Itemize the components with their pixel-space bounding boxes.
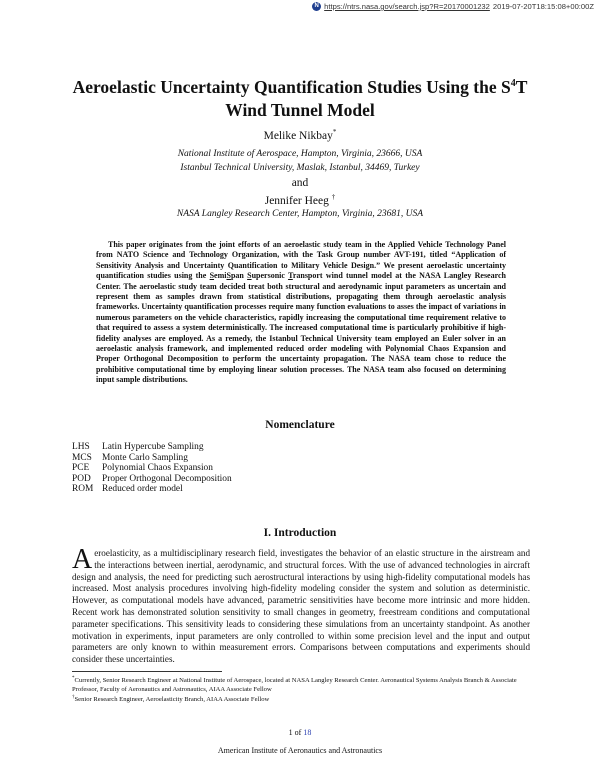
abstract-underline-span: S <box>226 271 231 281</box>
nomenclature-abbr: LHS <box>72 442 90 452</box>
author-first-affil2: Istanbul Technical University, Maslak, Istanbul, 34469, Turkey <box>180 163 420 173</box>
author-first-mark: * <box>332 128 337 136</box>
paper-title <box>40 72 560 122</box>
abstract-text-end: ransport wind tunnel model at the NASA Langley Research Center. The aeroelastic study team decided treat both structural and aerodynamic input parameters as uncertain and represent them as samples drawn from statistical distributions, propagating them through aeroelastic analysis frameworks. Uncertainty quantification processes require many function evaluations to asses the impact of variations in numerous parameters on the vehicle characteristics, rapidly increasing the computational time requirement relative to that required to assess a system deterministically. The increased computational time is particularly prohibitive if high-fidelity analyses are employed. As a remedy, the Istanbul Technical University team employed an Euler solver in an aeroelastic analysis framework, and implemented reduced order modeling with Polynomial Chaos Expansion and Proper Orthogonal Decomposition to perform the uncertainty propagation. The NASA team chose to reduce the prohibitive computational time by employing linear solution processes. The NASA team also focused on determining input sample distributions. <box>96 271 507 385</box>
introduction-heading: I. Introduction <box>263 527 337 539</box>
page-total-link[interactable]: 18 <box>303 728 312 737</box>
page-of: of <box>294 728 302 737</box>
author-and: and <box>291 177 309 189</box>
page-footer: American Institute of Aeronautics and Astronautics <box>217 746 383 755</box>
nomenclature-item <box>72 484 232 495</box>
abstract-underline-semi: S <box>209 271 215 281</box>
introduction-body <box>72 544 530 666</box>
title-superscript: 4 <box>510 78 516 89</box>
page-number <box>0 728 600 737</box>
footnote-divider <box>72 671 222 672</box>
footnote-second <box>72 694 530 705</box>
author-first-name: Melike Nikbay <box>263 129 333 142</box>
footnote-second-mark: † <box>72 695 75 701</box>
nomenclature-item <box>72 442 232 453</box>
abstract-text-start: This paper originates from the joint efforts of an aeroelastic study team in the Applied Vehicle Technology Panel from NATO Science and Technology Organization, with the Task Group number AVT-191, titled “Application of Sensitivity Analysis and Uncertainty Quantification to Military Vehicle Design.” We present aeroelastic uncertainty quantification studies using the <box>96 240 506 281</box>
abstract-underline-super: S <box>247 271 252 281</box>
footnotes <box>72 675 530 705</box>
nomenclature-list <box>72 442 232 495</box>
nomenclature-item <box>72 474 232 485</box>
abstract <box>96 240 506 386</box>
ntrs-logo-icon: N <box>312 2 321 11</box>
author-second <box>0 193 600 207</box>
nomenclature-abbr: POD <box>72 473 91 484</box>
author-second-affil: NASA Langley Research Center, Hampton, Virginia, 23681, USA <box>176 209 424 219</box>
nomenclature-item <box>72 453 232 464</box>
footnote-second-text: Senior Research Engineer, Aeroelasticity Branch, AIAA Associate Fellow <box>74 696 270 704</box>
abstract-underline-trans: T <box>288 271 293 281</box>
author-second-mark: † <box>331 193 336 201</box>
author-first <box>0 128 600 142</box>
ntrs-stamp <box>312 2 594 11</box>
abstract-span-rest: pan <box>230 271 248 281</box>
nomenclature-abbr: PCE <box>72 463 90 474</box>
nomenclature-desc: Monte Carlo Sampling <box>102 452 188 463</box>
nomenclature-desc: Reduced order model <box>102 484 183 495</box>
nomenclature-desc: Polynomial Chaos Expansion <box>102 463 213 474</box>
title-line2: Wind Tunnel Model <box>225 99 375 120</box>
page-current: 1 <box>288 728 293 737</box>
author-first-affil1: National Institute of Aerospace, Hampton, Virginia, 23666, USA <box>177 149 423 159</box>
introduction-dropcap: A <box>72 544 93 575</box>
author-second-name: Jennifer Heeg <box>264 194 329 207</box>
footnote-first <box>72 675 530 694</box>
nomenclature-abbr: ROM <box>72 484 94 495</box>
introduction-text: eroelasticity, as a multidisciplinary research field, investigates the behavior of an elastic structure in the airstream and the interactions between inertial, aerodynamic, and structural forces. With the use of advanced technologies in aircraft design and analysis, the need for predicting such aerostructural interactions by using high-fidelity computational models has increased. Most analysis procedures involving high-fidelity modeling consider the system and solution as deterministic. However, as computational models have advanced, parametric sensitivities have become more intrinsic and more hidden. Recent work has demonstrated solution sensitivity to small changes in geometry, freestream conditions and computational parameter specifications. This sensitivity leads to considering these simulations from an uncertainty standpoint. As another motivation in experiments, input parameters are only controlled to within some precision level and the input and output parameters are only known to within measurement errors. Comparisons between computations and experiments should consider these uncertainties. <box>72 548 530 665</box>
abstract-super-rest: upersonic <box>251 271 289 281</box>
title-line1: Aeroelastic Uncertainty Quantification Studies Using the S <box>72 76 511 97</box>
nomenclature-abbr: MCS <box>72 452 92 463</box>
nomenclature-desc: Proper Orthogonal Decomposition <box>102 473 232 484</box>
footnote-first-mark: * <box>72 676 75 681</box>
title-line1-end: T <box>515 76 528 97</box>
nomenclature-item <box>72 463 232 474</box>
ntrs-link[interactable]: https://ntrs.nasa.gov/search.jsp?R=20170001232 <box>324 2 490 11</box>
nomenclature-heading: Nomenclature <box>265 419 335 431</box>
abstract-semi-rest: emi <box>214 271 227 281</box>
ntrs-timestamp: 2019-07-20T18:15:08+00:00Z <box>492 2 594 11</box>
nomenclature-desc: Latin Hypercube Sampling <box>102 442 204 452</box>
footnote-first-text: Currently, Senior Research Engineer at National Institute of Aerospace, located at NASA Langley Research Center. Aeronautical Systems Analysis Branch & Associate Professor, Faculty of Aeronautics and Astronautics, AIAA Associate Fellow <box>72 677 517 693</box>
